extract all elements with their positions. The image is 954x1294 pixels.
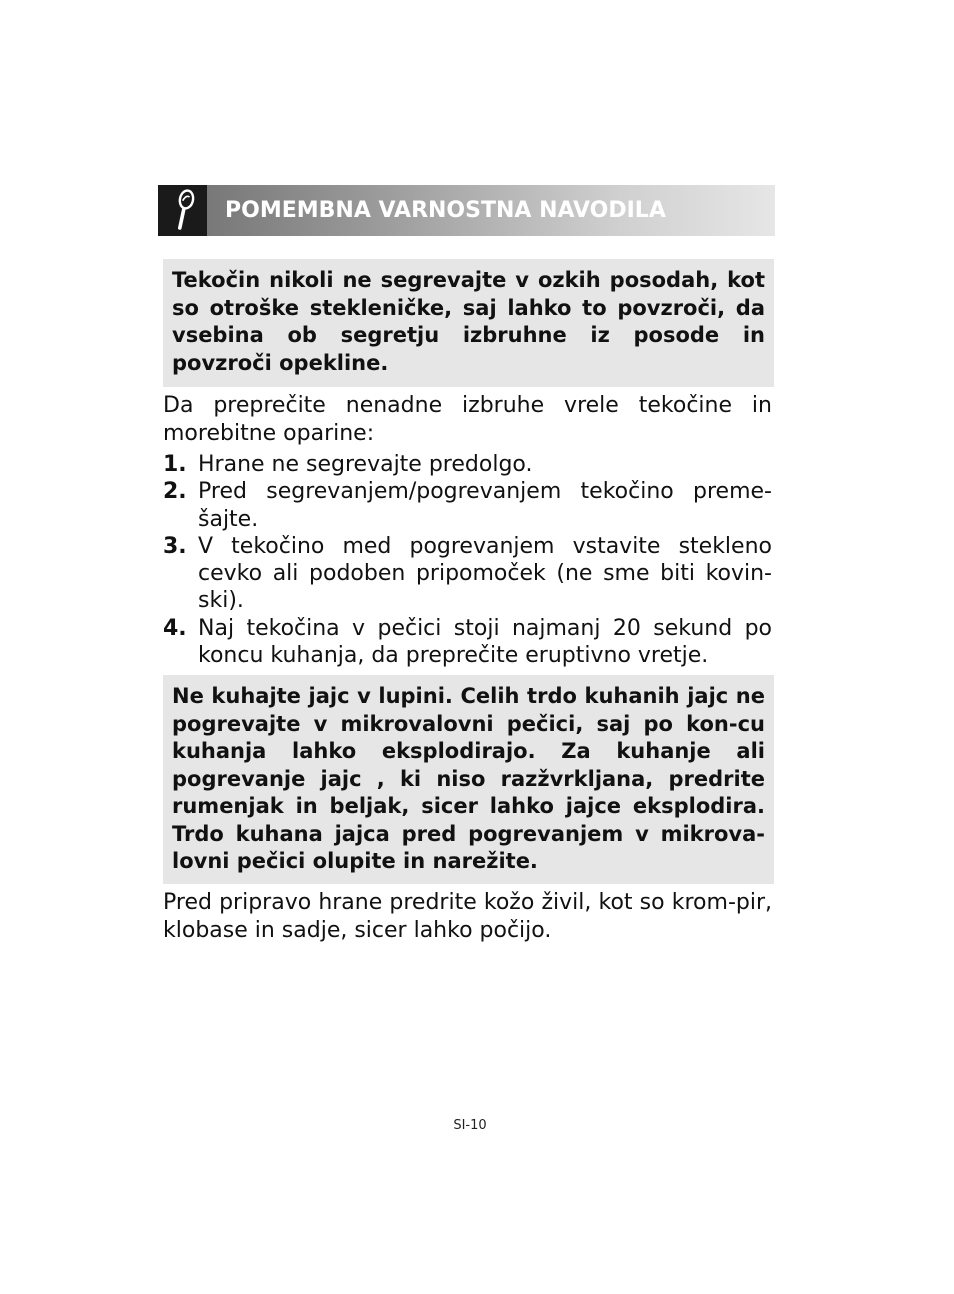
list-item-text: V tekočino med pogrevanjem vstavite stekleno cevko ali podoben pripomoček (ne sme biti kovin-ski). — [198, 533, 772, 614]
list-item — [163, 533, 772, 615]
warning-box-liquids: Tekočin nikoli ne segrevajte v ozkih posodah, kot so otroške stekleničke, saj lahko to povzroči, da vsebina ob segretju izbruhne iz posode in povzroči opekline. — [163, 259, 774, 387]
info-pin-icon — [171, 188, 195, 234]
list-item — [163, 478, 772, 533]
list-item-text: Hrane ne segrevajte predolgo. — [198, 452, 533, 477]
steps-list — [163, 451, 772, 669]
list-item-number: 2. — [163, 479, 187, 505]
list-item-number: 3. — [163, 533, 187, 559]
section-title: POMEMBNA VARNOSTNA NAVODILA — [225, 198, 666, 223]
list-item-number: 4. — [163, 615, 187, 641]
list-item-text: Pred segrevanjem/pogrevanjem tekočino preme-šajte. — [198, 479, 772, 532]
header-icon-box — [158, 185, 207, 236]
list-item-text: Naj tekočina v pečici stoji najmanj 20 sekund po koncu kuhanja, da preprečite eruptivno vretje. — [198, 615, 772, 669]
page-number: SI-10 — [453, 1118, 487, 1133]
intro-paragraph: Da preprečite nenadne izbruhe vrele tekočine in morebitne oparine: — [163, 393, 772, 446]
list-item — [163, 451, 772, 478]
list-item — [163, 615, 772, 670]
outro-paragraph: Pred pripravo hrane predrite kožo živil, kot so krom-pir, klobase in sadje, sicer lahko počijo. — [163, 890, 772, 943]
section-header — [158, 185, 775, 236]
warning-box-eggs: Ne kuhajte jajc v lupini. Celih trdo kuhanih jajc ne pogrevajte v mikrovalovni pečici, saj po kon-cu kuhanja lahko eksplodirajo. Za kuhanje ali pogrevanje jajc , ki niso razžvrkljana, predrite rumenjak in beljak, sicer lahko jajce eksplodira. Trdo kuhana jajca pred pogrevanjem v mikrova-lovni pečici olupite in narežite. — [163, 675, 774, 884]
list-item-number: 1. — [163, 452, 187, 477]
